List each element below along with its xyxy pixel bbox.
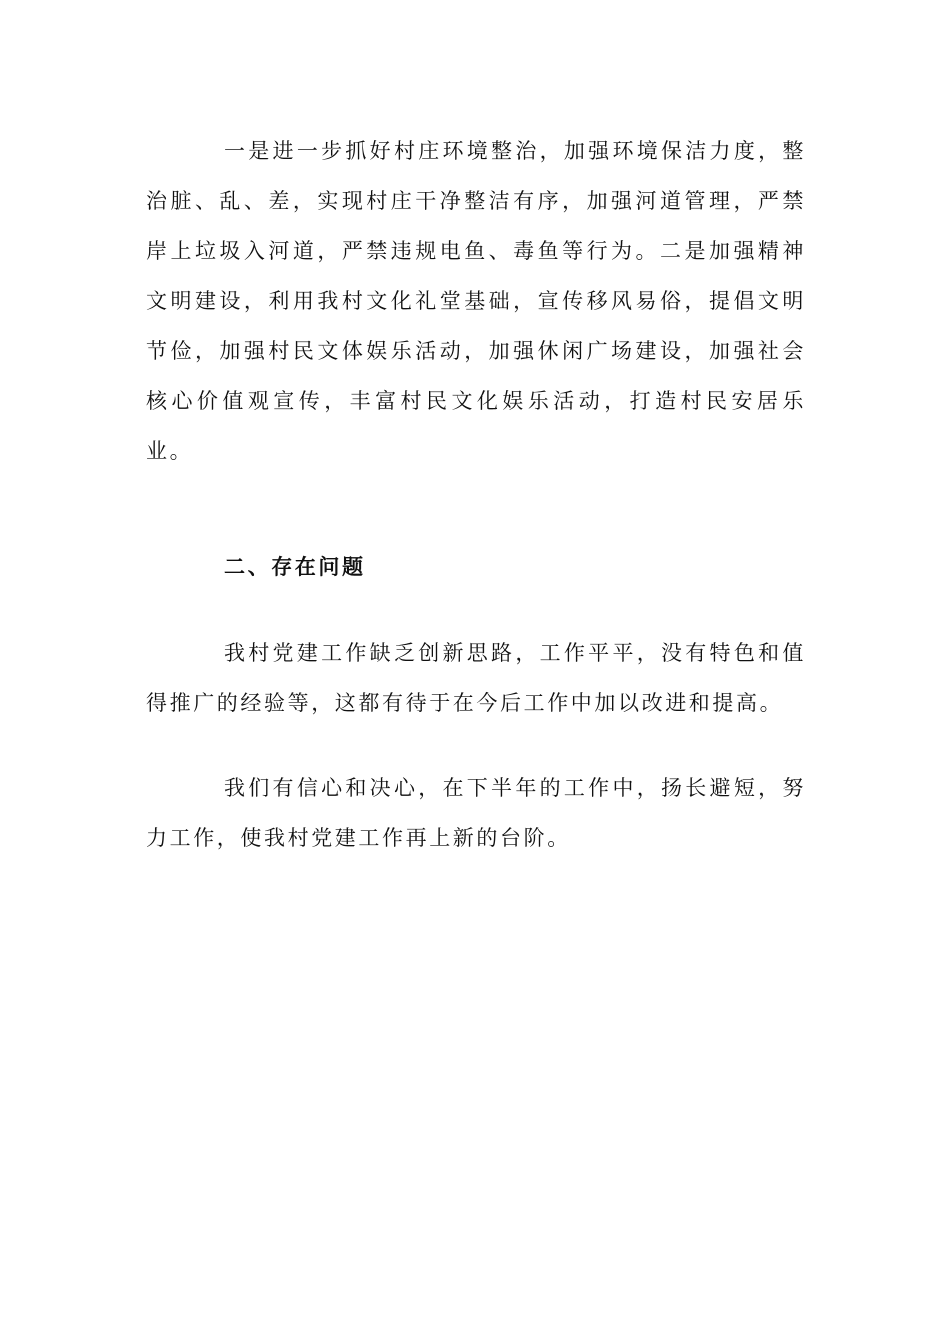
paragraph-confidence: 我们有信心和决心，在下半年的工作中，扬长避短，努力工作，使我村党建工作再上新的台阶。 [146, 776, 806, 850]
document-body [146, 126, 806, 863]
spacer [146, 592, 806, 628]
spacer [146, 476, 806, 542]
section-heading-problems: 二、存在问题 [224, 554, 366, 579]
paragraph-problems: 我村党建工作缺乏创新思路，工作平平，没有特色和值得推广的经验等，这都有待于在今后工作中加以改进和提高。 [146, 641, 806, 715]
paragraph-environment-civilization: 一是进一步抓好村庄环境整治，加强环境保洁力度，整治脏、乱、差，实现村庄干净整洁有序，加强河道管理，严禁岸上垃圾入河道，严禁违规电鱼、毒鱼等行为。二是加强精神文明建设，利用我村文化礼堂基础，宣传移风易俗，提倡文明节俭，加强村民文体娱乐活动，加强休闲广场建设，加强社会核心价值观宣传，丰富村民文化娱乐活动，打造村民安居乐业。 [146, 139, 806, 463]
spacer [146, 728, 806, 763]
